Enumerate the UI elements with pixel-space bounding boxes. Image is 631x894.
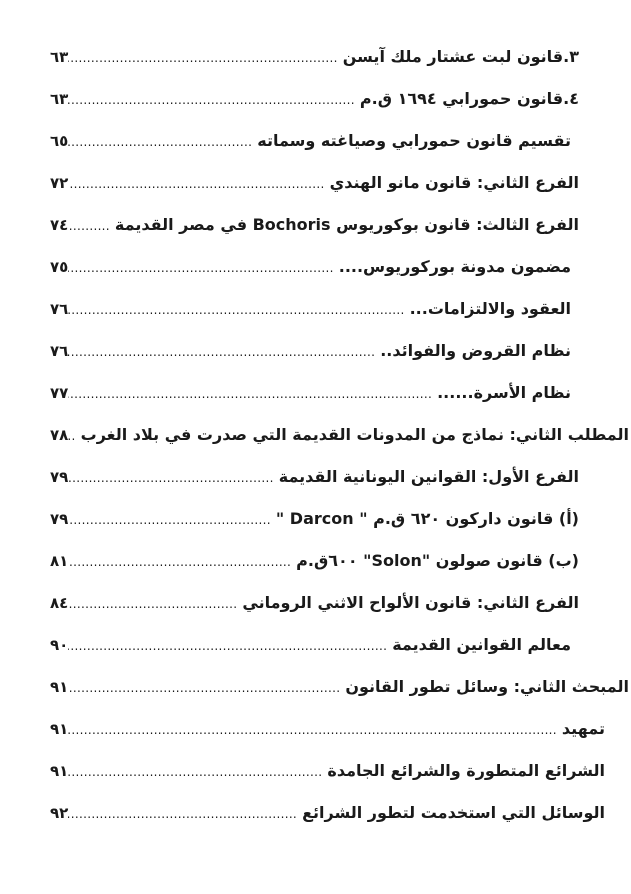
toc-entry-page-number: ٧٦ xyxy=(50,342,69,360)
toc-entry xyxy=(0,456,631,498)
toc-entry-page-number: ٧٧ xyxy=(50,384,69,402)
toc-entry xyxy=(0,414,631,456)
toc-entry xyxy=(0,666,631,708)
toc-entry xyxy=(0,708,631,750)
dotted-leader xyxy=(68,331,375,373)
toc-entry xyxy=(0,162,631,204)
toc-entry xyxy=(0,750,631,792)
toc-entry-title: نظام القروض والفوائد.. xyxy=(380,341,571,360)
toc-entry xyxy=(0,330,631,372)
toc-entry-page-number: ٩٢ xyxy=(50,804,69,822)
toc-entry-page-number: ٦٥ xyxy=(50,132,69,150)
dotted-leader xyxy=(68,541,291,583)
toc-entry-page-number: ٧٥ xyxy=(50,258,69,276)
toc-entry-title: العقود والالتزامات... xyxy=(409,299,571,318)
dotted-leader xyxy=(68,751,322,793)
toc-entry-page-number: ٧٤ xyxy=(50,216,69,234)
toc-entry-title: الفرع الأول: القوانين اليونانية القديمة xyxy=(278,467,579,486)
dotted-leader xyxy=(68,625,387,667)
toc-entry xyxy=(0,78,631,120)
toc-entry-title: معالم القوانين القديمة xyxy=(392,635,571,654)
toc-entry-page-number: ٧٢ xyxy=(50,174,69,192)
toc-entry xyxy=(0,120,631,162)
toc-entry xyxy=(0,792,631,834)
toc-entry xyxy=(0,204,631,246)
dotted-leader xyxy=(68,709,557,751)
toc-entry-page-number: ٧٩ xyxy=(50,510,69,528)
toc-entry-title: ٣.قانون لبت عشتار ملك آيسن xyxy=(342,47,579,66)
dotted-leader xyxy=(68,121,252,163)
dotted-leader xyxy=(68,583,237,625)
toc-entry-title: المبحث الثاني: وسائل تطور القانون xyxy=(345,677,629,696)
toc-entry-page-number: ٦٣ xyxy=(50,90,69,108)
toc-entry-title: الفرع الثالث: قانون بوكوريوس Bochoris في مصر القديمة xyxy=(114,215,579,234)
dotted-leader xyxy=(68,793,297,835)
toc-entry-page-number: ٨٤ xyxy=(50,594,69,612)
dotted-leader xyxy=(68,247,333,289)
toc-entry-title: الفرع الثاني: قانون مانو الهندي xyxy=(329,173,579,192)
toc-entry xyxy=(0,498,631,540)
toc-entry-title: الوسائل التي استخدمت لتطور الشرائع xyxy=(302,803,605,822)
dotted-leader xyxy=(68,499,271,541)
dotted-leader xyxy=(68,289,404,331)
dotted-leader xyxy=(68,373,432,415)
toc-entry xyxy=(0,36,631,78)
dotted-leader xyxy=(68,415,75,457)
dotted-leader xyxy=(68,205,110,247)
toc-entry-page-number: ٩١ xyxy=(50,720,69,738)
toc-entry xyxy=(0,582,631,624)
dotted-leader xyxy=(68,37,337,79)
toc-entry xyxy=(0,540,631,582)
toc-entry-page-number: ٩١ xyxy=(50,762,69,780)
dotted-leader xyxy=(68,667,340,709)
toc-entry xyxy=(0,246,631,288)
toc-entry xyxy=(0,288,631,330)
toc-entry-title: الشرائع المتطورة والشرائع الجامدة xyxy=(327,761,605,780)
toc-entry-page-number: ٨١ xyxy=(50,552,69,570)
toc-entry xyxy=(0,624,631,666)
toc-entry-title: تمهيد xyxy=(561,719,605,738)
toc-entry-page-number: ٩١ xyxy=(50,678,69,696)
toc-entry-title: نظام الأسرة...... xyxy=(437,383,571,402)
dotted-leader xyxy=(68,79,355,121)
toc-entry-title: الفرع الثاني: قانون الألواح الاثني الروماني xyxy=(242,593,579,612)
toc-entry-title: مضمون مدونة بوركوريوس.... xyxy=(338,257,571,276)
toc-entry-page-number: ٧٦ xyxy=(50,300,69,318)
toc-entry-page-number: ٧٩ xyxy=(50,468,69,486)
toc-entry-page-number: ٧٨ xyxy=(50,426,69,444)
toc-entry-title: (ب) قانون صولون "Solon" ٦٠٠ق.م xyxy=(296,551,579,570)
toc-entry-title: المطلب الثاني: نماذج من المدونات القديمة التي صدرت في بلاد الغرب xyxy=(80,425,629,444)
dotted-leader xyxy=(68,457,273,499)
toc-entry-page-number: ٩٠ xyxy=(50,636,69,654)
dotted-leader xyxy=(68,163,324,205)
toc-entry-title: تقسيم قانون حمورابي وصياغته وسماته xyxy=(257,131,571,150)
toc-entry-page-number: ٦٣ xyxy=(50,48,69,66)
toc-entry-title: ٤.قانون حمورابي ١٦٩٤ ق.م xyxy=(359,89,579,108)
toc-entry xyxy=(0,372,631,414)
toc-entry-title: (أ) قانون داركون ٦٢٠ ق.م " Darcon " xyxy=(275,509,579,528)
